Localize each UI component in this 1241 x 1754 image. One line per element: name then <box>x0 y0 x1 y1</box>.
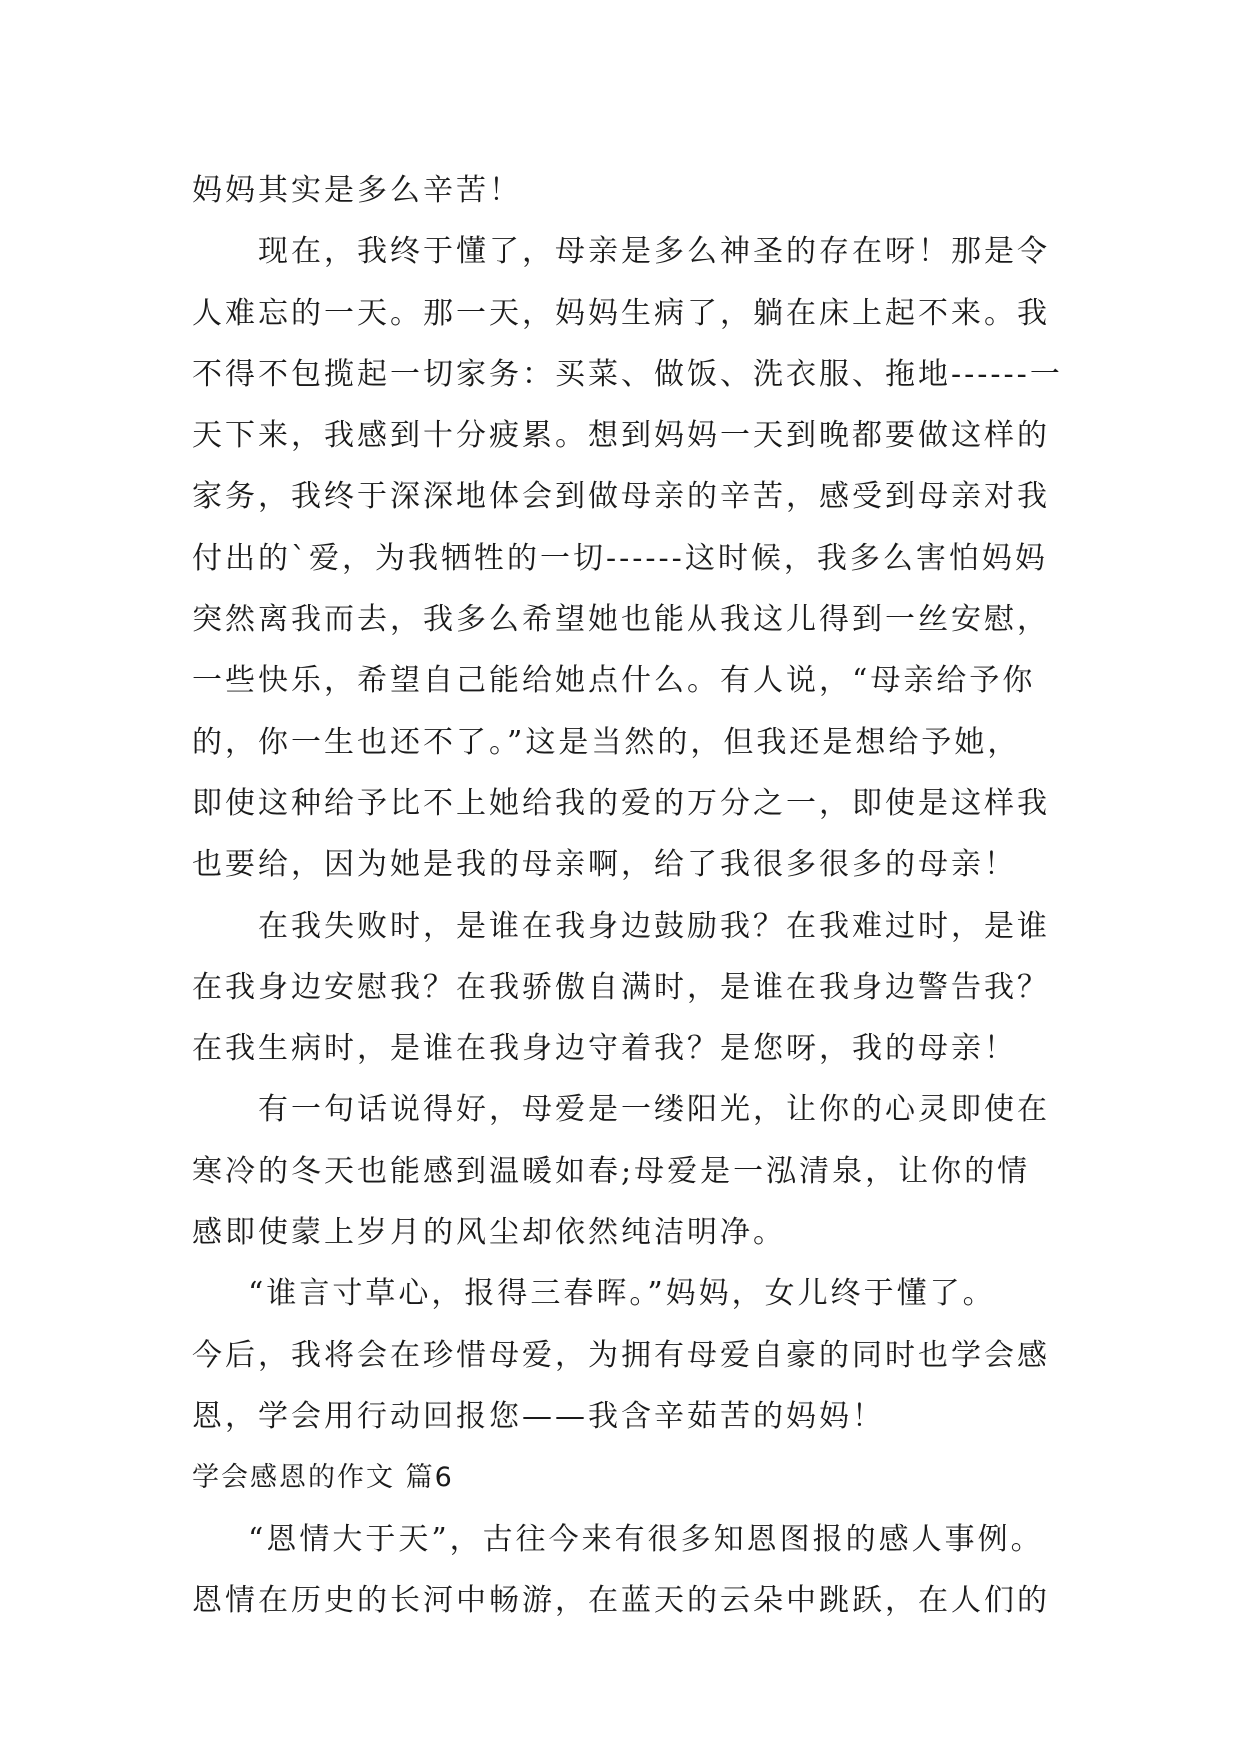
document-body <box>192 160 1092 1631</box>
text-line: 突然离我而去，我多么希望她也能从我这儿得到一丝安慰， <box>192 602 1050 638</box>
text-line: 不得不包揽起一切家务：买菜、做饭、洗衣服、拖地------一 <box>192 356 1063 392</box>
text-line: 一些快乐，希望自己能给她点什么。有人说，“母亲给予你 <box>192 663 1036 699</box>
text-line: 感即使蒙上岁月的风尘却依然纯洁明净。 <box>192 1215 786 1251</box>
paragraph-start-line: “谁言寸草心，报得三春晖。”妈妈，女儿终于懂了。 <box>248 1276 996 1312</box>
text-line: 也要给，因为她是我的母亲啊，给了我很多很多的母亲！ <box>192 847 1017 883</box>
text-line: 今后，我将会在珍惜母爱，为拥有母爱自豪的同时也学会感 <box>192 1337 1050 1373</box>
paragraph-start-line: 现在，我终于懂了，母亲是多么神圣的存在呀！那是令 <box>258 234 1050 270</box>
text-line: 的，你一生也还不了。”这是当然的，但我还是想给予她， <box>192 724 1021 760</box>
text-line: 妈妈其实是多么辛苦！ <box>192 173 522 208</box>
text-line: 在我身边安慰我？在我骄傲自满时，是谁在我身边警告我？ <box>192 969 1050 1005</box>
text-line: 在我生病时，是谁在我身边守着我？是您呀，我的母亲！ <box>192 1031 1017 1067</box>
paragraph-start-line: “恩情大于天”，古往今来有很多知恩图报的感人事例。 <box>248 1521 1044 1557</box>
paragraph-start-line: 在我失败时，是谁在我身边鼓励我？在我难过时，是谁 <box>258 908 1050 944</box>
section-heading: 学会感恩的作文 篇6 <box>192 1462 454 1494</box>
text-line: 家务，我终于深深地体会到做母亲的辛苦，感受到母亲对我 <box>192 479 1050 515</box>
paragraph-start-line: 有一句话说得好，母爱是一缕阳光，让你的心灵即使在 <box>258 1092 1050 1128</box>
text-line: 人难忘的一天。那一天，妈妈生病了，躺在床上起不来。我 <box>192 295 1050 331</box>
text-line: 恩，学会用行动回报您——我含辛茹苦的妈妈！ <box>192 1398 885 1434</box>
text-line: 即使这种给予比不上她给我的爱的万分之一，即使是这样我 <box>192 785 1050 821</box>
text-line: 天下来，我感到十分疲累。想到妈妈一天到晚都要做这样的 <box>192 418 1050 454</box>
text-line: 恩情在历史的长河中畅游，在蓝天的云朵中跳跃，在人们的 <box>192 1582 1050 1618</box>
text-line: 付出的`爱，为我牺牲的一切------这时候，我多么害怕妈妈 <box>192 540 1048 576</box>
text-line: 寒冷的冬天也能感到温暖如春;母爱是一泓清泉，让你的情 <box>192 1153 1031 1189</box>
